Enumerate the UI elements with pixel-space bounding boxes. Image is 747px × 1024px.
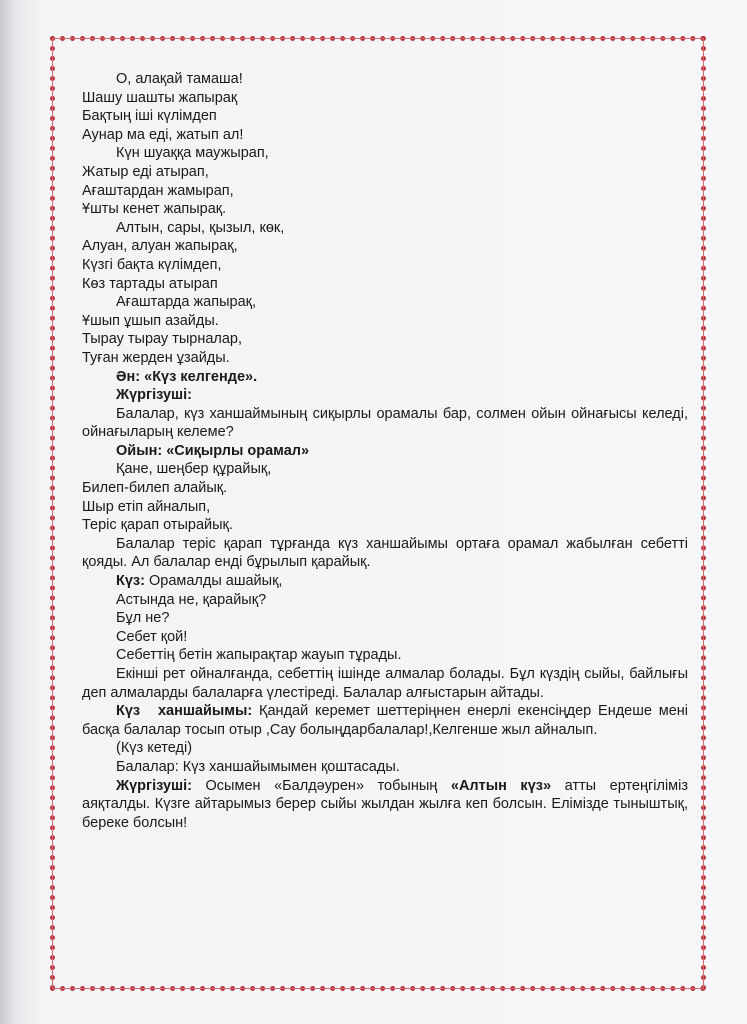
text-line: (Күз кетеді) xyxy=(116,740,193,757)
speaker-label: Күз: xyxy=(116,573,145,590)
speaker-text: Осымен «Балдәурен» тобының xyxy=(205,777,438,794)
text-line: Себет қой! xyxy=(116,628,188,645)
text-line: Ағаштарда жапырақ, xyxy=(116,294,257,311)
paragraph xyxy=(82,777,688,833)
text-line: Балалар: Күз ханшайымымен қоштасады. xyxy=(116,758,400,775)
text-line: Шашу шашты жапырақ xyxy=(82,89,238,106)
text-line: Теріс қарап отырайық. xyxy=(82,517,233,534)
text-line: Билеп-билеп алайық. xyxy=(82,480,228,497)
text-line: Бақтың іші күлімдеп xyxy=(82,108,217,125)
text-line: Ағаштардан жамырап, xyxy=(82,182,234,199)
text-line: Себеттің бетін жапырақтар жауып тұрады. xyxy=(116,647,402,664)
text-line: Алтын, сары, қызыл, көк, xyxy=(116,219,285,236)
song-heading: Ән: «Күз келгенде». xyxy=(116,368,258,385)
text-line: Ұшып ұшып азайды. xyxy=(82,312,219,329)
text-line: О, алақай тамаша! xyxy=(116,71,243,87)
paragraph: Балалар теріс қарап тұрғанда күз ханшайымы ортаға орамал жабылған себетті қояды. Ал балалар енді бұрылып қарайық. xyxy=(82,535,688,571)
speaker-text: Орамалды ашайық, xyxy=(148,573,283,590)
text-line: Алуан, алуан жапырақ, xyxy=(82,238,238,255)
text-line: Көз тартады атырап xyxy=(82,275,218,292)
game-heading: Ойын: «Сиқырлы орамал» xyxy=(116,442,310,459)
speaker-text: Қандай керемет шеттеріңнен енерлі екенсіңдер Ендеше мені басқа балалар тосып отыр ,Сау болыңдарбалалар!,Келгенше жыл айналып. xyxy=(82,703,689,738)
text-line xyxy=(82,572,688,591)
text-line: Астында не, қарайық? xyxy=(116,591,267,608)
text-line: Бұл не? xyxy=(116,610,170,627)
speaker-label: Күз ханшайымы: xyxy=(116,703,253,720)
text-line: Қане, шеңбер құрайық, xyxy=(116,461,272,478)
paragraph: Екінші рет ойналғанда, себеттің ішінде алмалар болады. Бұл күздің сыйы, байлығы деп алмаларды балаларға үлестіреді. Балалар алғыстарын айтады. xyxy=(82,666,688,701)
paragraph: Балалар, күз ханшаймының сиқырлы орамалы бар, солмен ойын ойнағысы келеді, ойнағыларың келеме? xyxy=(82,405,688,441)
page-edge xyxy=(0,0,14,1024)
text-line: Жатыр еді атырап, xyxy=(82,163,209,180)
poem-text xyxy=(82,70,688,832)
speaker-label: Жүргізуші: xyxy=(116,777,192,794)
text-line: Туған жерден ұзайды. xyxy=(82,349,230,366)
text-line: Тырау тырау тырналар, xyxy=(82,331,243,348)
event-title: «Алтын күз» xyxy=(450,777,552,794)
paragraph xyxy=(82,702,688,739)
text-line: Шыр етіп айналып, xyxy=(82,498,211,515)
speaker-heading: Жүргізуші: xyxy=(116,387,192,404)
speaker-text: атты ертеңгіліміз аяқталды. Күзге айтарымыз берер сыйы жылдан жылға кеп болсын. Елімізде тыныштық, береке болсын! xyxy=(82,777,689,831)
text-line: Күзгі бақта күлімдеп, xyxy=(82,256,222,273)
text-line: Аунар ма еді, жатып ал! xyxy=(82,126,244,143)
text-line: Күн шуаққа маужырап, xyxy=(116,145,269,162)
text-line: Ұшты кенет жапырақ. xyxy=(82,201,227,218)
